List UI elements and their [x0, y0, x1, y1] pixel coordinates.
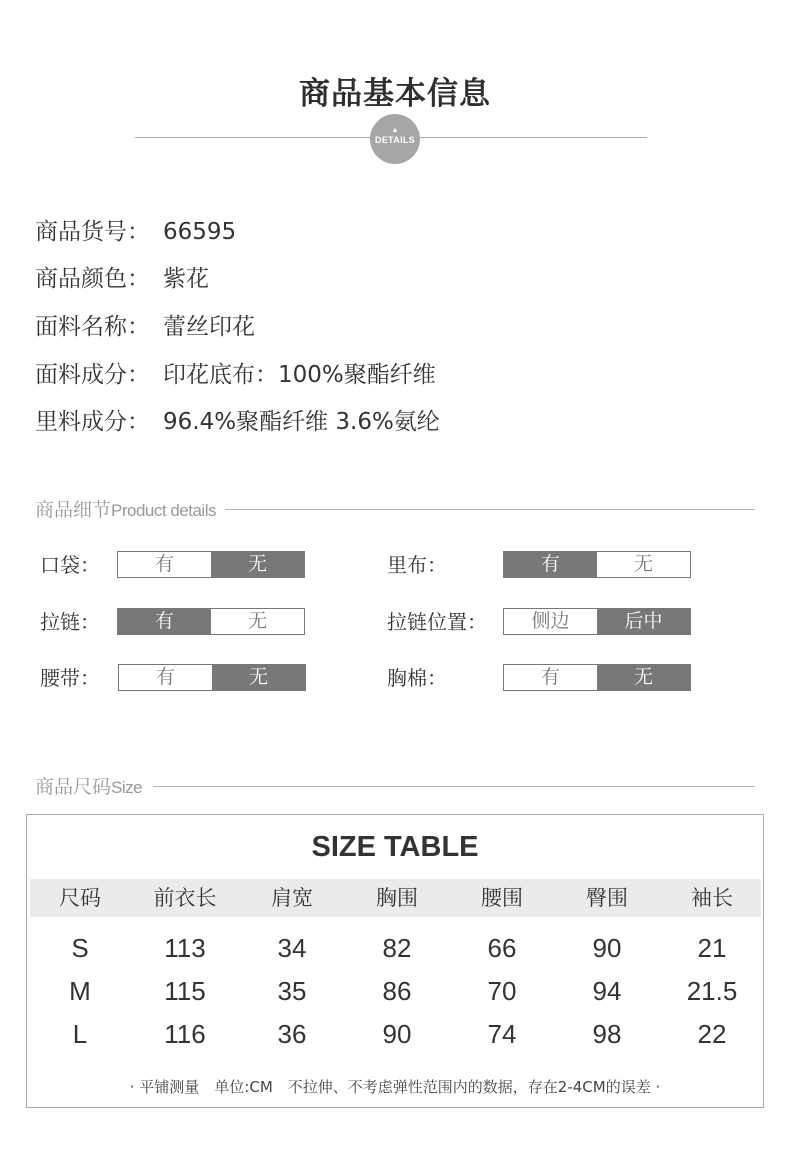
info-row-fabric-composition — [35, 360, 436, 390]
size-cell: 36 — [277, 1019, 307, 1049]
details-badge — [370, 114, 420, 164]
size-heading-cn: 商品尺码 — [35, 776, 112, 798]
size-cell: 90 — [592, 933, 622, 963]
size-cell: 70 — [487, 976, 517, 1006]
info-value: 66595 — [163, 219, 237, 245]
info-row-color — [35, 264, 209, 294]
details-section-heading — [35, 495, 216, 522]
lining-toggle — [503, 551, 691, 578]
size-cell: 21.5 — [686, 976, 738, 1006]
detail-label-pocket: 口袋： — [40, 553, 100, 577]
info-label: 面料名称： — [35, 314, 150, 340]
size-cell: 113 — [164, 933, 206, 963]
size-cell: L — [72, 1019, 88, 1049]
triangle-icon: ▲ — [391, 127, 399, 134]
info-label: 商品货号： — [35, 219, 150, 245]
size-header-front-length: 前衣长 — [153, 886, 217, 910]
size-header-size: 尺码 — [59, 886, 101, 910]
size-cell: 21 — [697, 933, 727, 963]
chest-pad-toggle — [503, 664, 691, 691]
size-cell: 66 — [487, 933, 517, 963]
size-cell: 94 — [592, 976, 622, 1006]
size-cell: 74 — [487, 1019, 517, 1049]
zipper-position-toggle — [503, 608, 691, 635]
belt-option-yes: 有 — [119, 665, 212, 690]
info-value: 紫花 — [163, 266, 209, 292]
title-divider-left — [135, 137, 370, 138]
pocket-option-yes: 有 — [118, 552, 211, 577]
zipper-position-option-side: 侧边 — [504, 609, 597, 634]
details-heading-en: Product details — [111, 501, 216, 520]
size-cell: 90 — [382, 1019, 412, 1049]
size-header-hip: 臀围 — [586, 886, 628, 910]
chest-pad-option-yes: 有 — [504, 665, 597, 690]
size-header-shoulder: 肩宽 — [271, 886, 313, 910]
pocket-toggle — [117, 551, 305, 578]
size-cell: 35 — [277, 976, 307, 1006]
info-value: 96.4%聚酯纤维 3.6%氨纶 — [163, 409, 440, 435]
details-section-divider — [225, 509, 755, 510]
detail-label-zipper: 拉链： — [40, 610, 100, 634]
belt-option-no: 无 — [212, 665, 305, 690]
info-value: 蕾丝印花 — [163, 314, 255, 340]
measurement-note: · 平铺测量 单位:CM 不拉伸、不考虑弹性范围内的数据，存在2-4CM的误差 · — [129, 1078, 661, 1096]
size-cell: S — [71, 933, 89, 963]
details-heading-cn: 商品细节 — [35, 499, 112, 521]
detail-label-belt: 腰带： — [40, 666, 100, 690]
size-cell: 115 — [164, 976, 206, 1006]
size-cell: M — [69, 976, 91, 1006]
zipper-option-no: 无 — [211, 609, 304, 634]
info-row-lining-composition — [35, 407, 440, 437]
size-cell: 34 — [277, 933, 307, 963]
pocket-option-no: 无 — [211, 552, 304, 577]
size-table-title: SIZE TABLE — [311, 831, 479, 863]
title-divider-right — [420, 137, 647, 138]
chest-pad-option-no: 无 — [597, 665, 690, 690]
zipper-option-yes: 有 — [118, 609, 211, 634]
size-cell: 82 — [382, 933, 412, 963]
page-title: 商品基本信息 — [299, 76, 491, 112]
zipper-position-option-back: 后中 — [597, 609, 690, 634]
size-cell: 98 — [592, 1019, 622, 1049]
info-label: 面料成分： — [35, 362, 150, 388]
belt-toggle — [118, 664, 306, 691]
details-badge-text: DETAILS — [375, 135, 415, 145]
size-heading-en: Size — [111, 778, 143, 797]
info-value: 印花底布：100%聚酯纤维 — [163, 362, 436, 388]
size-header-sleeve: 袖长 — [691, 886, 733, 910]
size-header-chest: 胸围 — [376, 886, 418, 910]
info-row-item-no — [35, 217, 237, 247]
info-label: 里料成分： — [35, 409, 150, 435]
info-row-fabric-name — [35, 312, 255, 342]
lining-option-no: 无 — [597, 552, 690, 577]
lining-option-yes: 有 — [504, 552, 597, 577]
size-header-waist: 腰围 — [481, 886, 523, 910]
detail-label-lining: 里布： — [387, 553, 447, 577]
size-cell: 86 — [382, 976, 412, 1006]
detail-label-zipper-position: 拉链位置： — [387, 610, 487, 634]
info-label: 商品颜色： — [35, 266, 150, 292]
detail-label-chest-pad: 胸棉： — [387, 666, 447, 690]
size-section-divider — [153, 786, 755, 787]
size-cell: 116 — [164, 1019, 206, 1049]
size-cell: 22 — [697, 1019, 727, 1049]
zipper-toggle — [117, 608, 305, 635]
size-section-heading — [35, 772, 142, 799]
